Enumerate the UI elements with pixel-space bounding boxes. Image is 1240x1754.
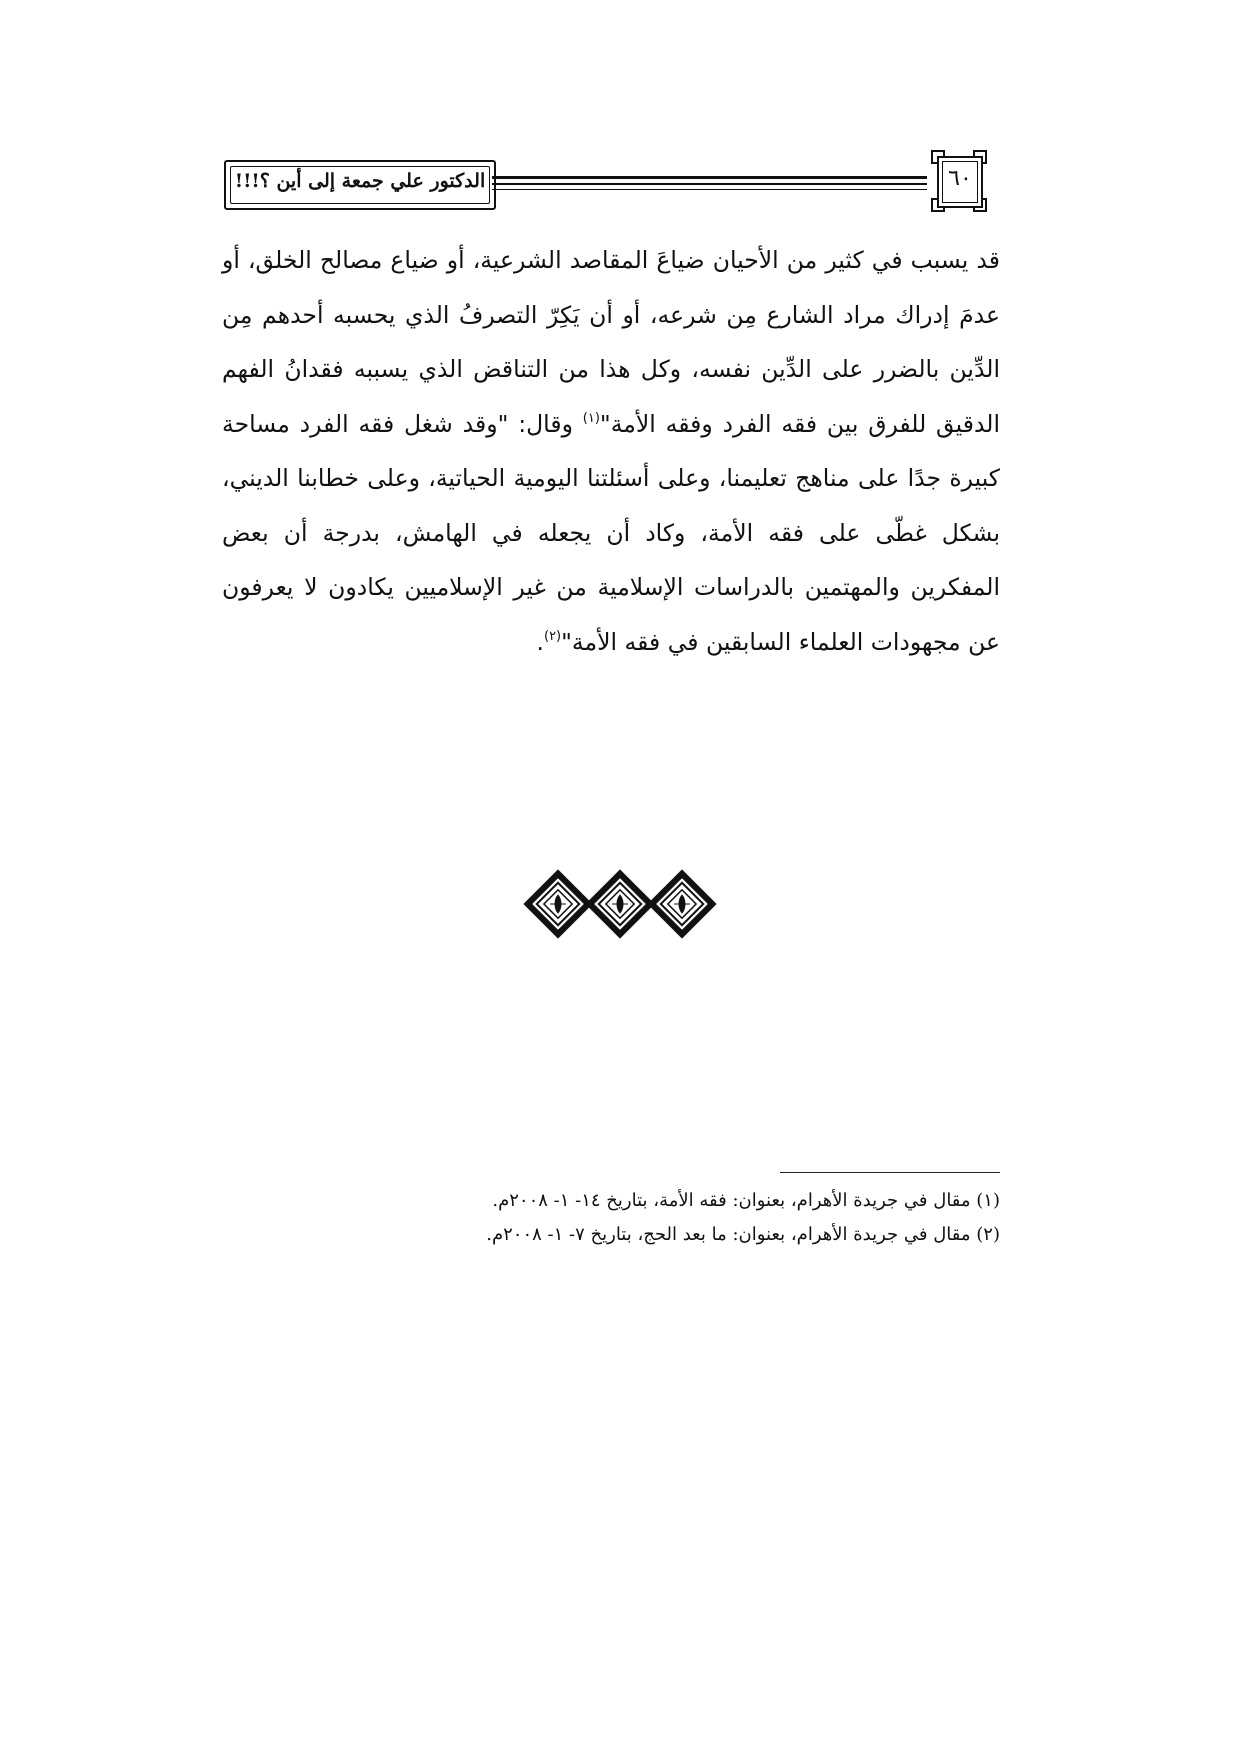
- page-number-frame: [927, 146, 989, 216]
- header-rule: [492, 176, 927, 190]
- footnote-separator: [780, 1172, 1000, 1173]
- page-header: [222, 140, 1022, 230]
- footnote-ref-1: (١): [582, 410, 600, 426]
- triple-diamond-ornament-icon: [520, 868, 720, 940]
- footnote-1: (١) مقال في جريدة الأهرام، بعنوان: فقه الأمة، بتاريخ ١٤- ١- ٢٠٠٨م.: [492, 1190, 1000, 1211]
- paragraph: [222, 233, 1000, 669]
- paragraph-quote: وقال: "وقد شغل فقه الفرد مساحة كبيرة جدًا على مناهج تعليمنا، وعلى أسئلتنا اليومية الحياتية، وعلى خطابنا الديني، بشكل غطّى على فقه الأمة، وكاد أن يجعله في الهامش، بدرجة أن بعض المفكرين والمهتمين بالدراسات الإسلامية من غير الإسلاميين يكادون لا يعرفون عن مجهودات العلماء السابقين في فقه الأمة": [222, 409, 1000, 656]
- page-number: ٦٠: [948, 166, 972, 191]
- footnotes: [300, 1184, 1000, 1252]
- body-text: [222, 233, 1000, 669]
- paragraph-end: .: [536, 627, 544, 656]
- paragraph-main: قد يسبب في كثير من الأحيان ضياعَ المقاصد الشرعية، أو ضياع مصالح الخلق، أو عدمَ إدراك مراد الشارع مِن شرعه، أو أن يَكِرّ التصرفُ الذي يحسبه أحدهم مِن الدِّين بالضرر على الدِّين نفسه، وكل هذا من التناقض الذي يسببه فقدانُ الفهم الدقيق للفرق بين فقه الفرد وفقه الأمة": [222, 246, 1001, 438]
- running-title: الدكتور علي جمعة إلى أين ؟!!!: [234, 170, 486, 192]
- running-title-frame: [224, 160, 496, 210]
- footnote-2: (٢) مقال في جريدة الأهرام، بعنوان: ما بعد الحج، بتاريخ ٧- ١- ٢٠٠٨م.: [486, 1224, 1000, 1245]
- footnote-ref-2: (٢): [543, 628, 562, 644]
